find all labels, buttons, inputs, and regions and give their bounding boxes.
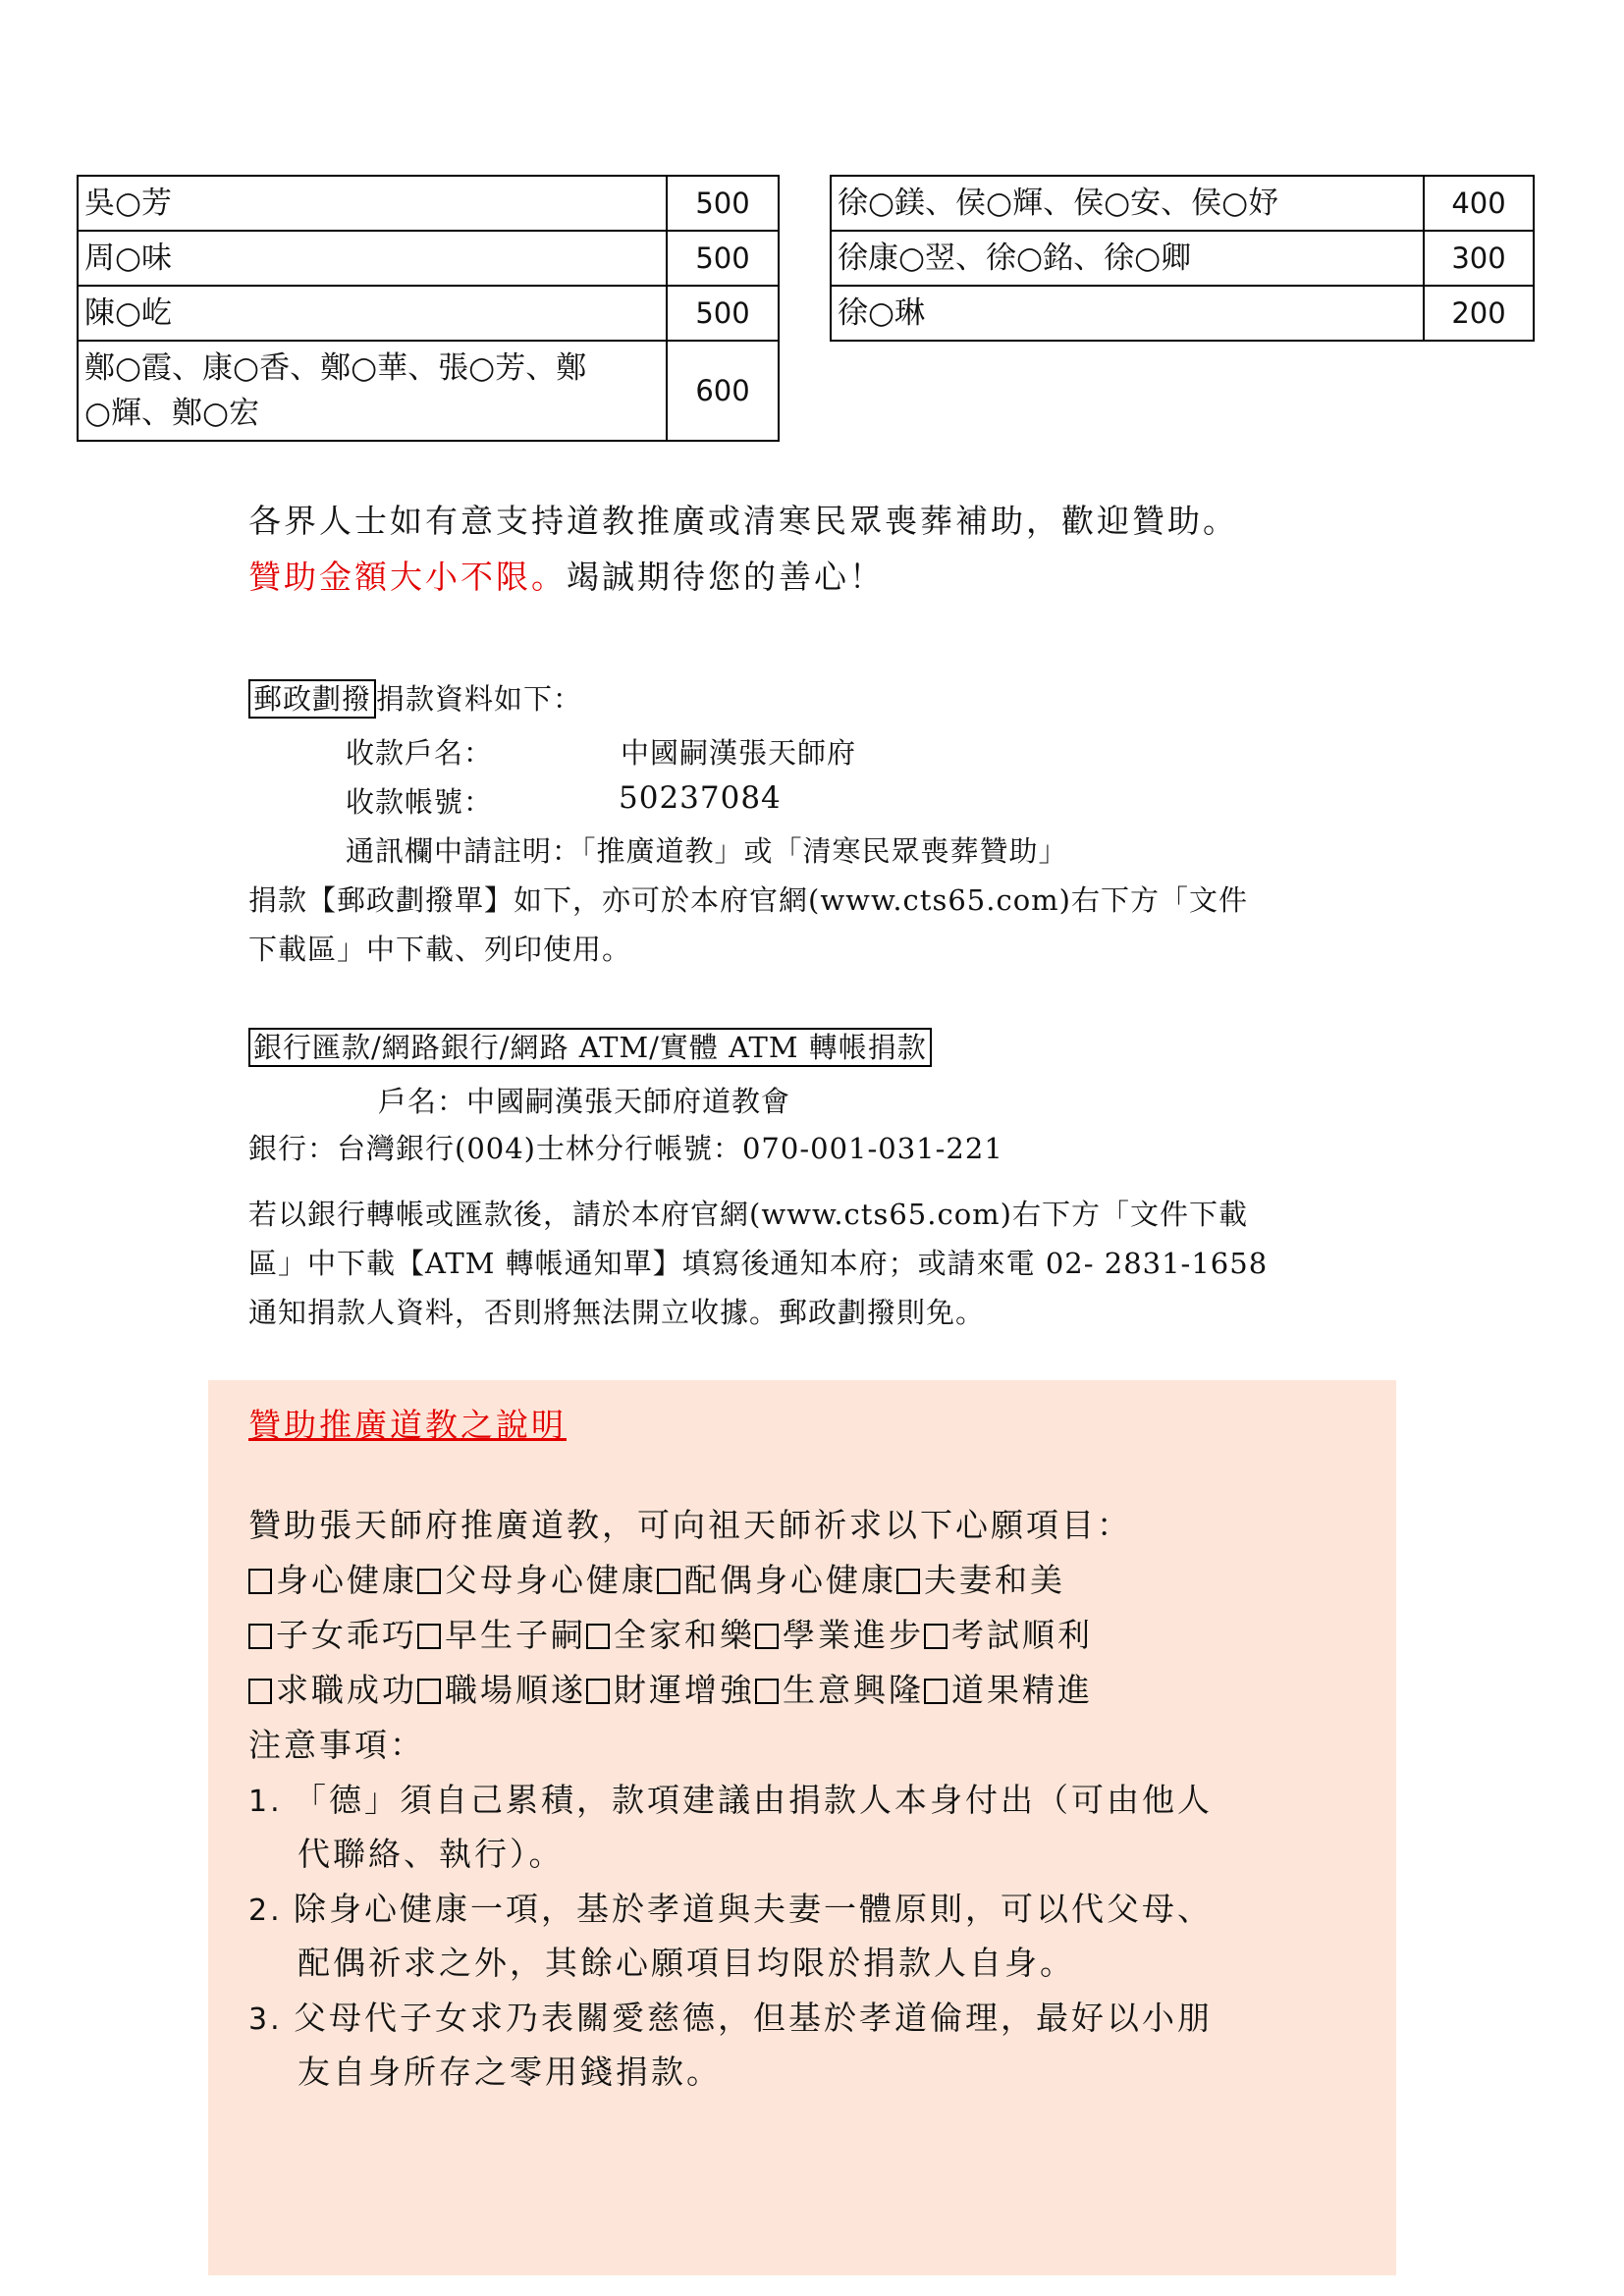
- payee-row: [346, 731, 857, 772]
- note-text: 父母代子女求乃表關愛慈德，但基於孝道倫理，最好以小朋: [294, 1999, 1213, 2037]
- note-item: [248, 1884, 1213, 1930]
- checkbox-icon: [896, 1569, 920, 1594]
- donor-name: 徐康○翌、徐○銘、徐○卿: [831, 231, 1424, 286]
- postal-heading: [248, 677, 582, 718]
- note-text-cont: 代聯絡、執行）。: [298, 1835, 565, 1873]
- wish-item: 求職成功: [276, 1671, 417, 1709]
- donor-amount: 200: [1424, 286, 1534, 341]
- checkbox-icon: [417, 1624, 441, 1649]
- appeal-line: [248, 552, 885, 598]
- note-text: 除身心健康一項，基於孝道與夫妻一體原則，可以代父母、: [294, 1890, 1213, 1928]
- donor-amount: 500: [667, 286, 779, 341]
- checkbox-icon: [924, 1624, 947, 1649]
- donor-table-left: [77, 175, 780, 442]
- checkbox-icon: [924, 1679, 947, 1704]
- donor-amount: 400: [1424, 176, 1534, 231]
- note-text: 「德」須自己累積，款項建議由捐款人本身付出（可由他人: [294, 1781, 1213, 1819]
- donor-amount: 600: [667, 341, 779, 441]
- sponsor-intro: 贊助張天師府推廣道教，可向祖天師祈求以下心願項目：: [248, 1506, 1132, 1544]
- note-number: 1.: [248, 1785, 283, 1819]
- wish-item: 配偶身心健康: [684, 1561, 896, 1599]
- donor-amount: 500: [667, 231, 779, 286]
- checkbox-icon: [586, 1679, 610, 1704]
- wish-item: 學業進步: [783, 1616, 924, 1654]
- bank-heading-box: 銀行匯款/網路銀行/網路 ATM/實體 ATM 轉帳捐款: [248, 1028, 932, 1067]
- checkbox-icon: [248, 1569, 272, 1594]
- bank-heading: [248, 1026, 932, 1066]
- note-item: [248, 1775, 1213, 1821]
- donor-amount: 500: [667, 176, 779, 231]
- table-row: [78, 231, 779, 286]
- donor-name: 吳○芳: [78, 176, 667, 231]
- bank-note-line: 區」中下載【ATM 轉帳通知單】填寫後通知本府；或請來電 02- 2831-1658: [248, 1247, 1269, 1280]
- wish-item: 早生子嗣: [445, 1616, 586, 1654]
- table-row: [78, 341, 779, 441]
- wish-item: 生意興隆: [783, 1671, 924, 1709]
- donor-name-line: 鄭○霞、康○香、鄭○華、張○芳、鄭: [84, 350, 587, 386]
- donor-table-right: [830, 175, 1535, 342]
- sponsor-info-box: [208, 1380, 1396, 2275]
- bank-line: 銀行：台灣銀行(004)士林分行帳號：070-001-031-221: [248, 1132, 1003, 1165]
- table-row: [831, 286, 1534, 341]
- donor-name: [78, 341, 667, 441]
- appeal-highlight: 贊助金額大小不限。: [248, 558, 567, 596]
- memo-value: 「推廣道教」或「清寒民眾喪葬贊助」: [581, 834, 1068, 868]
- checkbox-icon: [248, 1624, 272, 1649]
- postal-heading-suffix: 捐款資料如下：: [376, 682, 583, 716]
- note-text-cont: 友自身所存之零用錢捐款。: [298, 2053, 722, 2091]
- note-text-cont: 配偶祈求之外，其餘心願項目均限於捐款人自身。: [298, 1944, 1075, 1982]
- bank-account-name: 戶名：中國嗣漢張天師府道教會: [378, 1085, 791, 1118]
- wish-item: 身心健康: [276, 1561, 417, 1599]
- account-row: [346, 780, 782, 821]
- checkbox-icon: [248, 1679, 272, 1704]
- checkbox-icon: [755, 1679, 779, 1704]
- account-value: 50237084: [619, 780, 782, 816]
- note-number: 2.: [248, 1894, 283, 1928]
- bank-note-line: 通知捐款人資料，否則將無法開立收據。郵政劃撥則免。: [248, 1296, 986, 1329]
- payee-label: 收款戶名：: [346, 736, 494, 770]
- table-row: [78, 286, 779, 341]
- wish-item: 財運增強: [614, 1671, 755, 1709]
- postal-heading-box: 郵政劃撥: [248, 679, 376, 719]
- note-number: 3.: [248, 2002, 283, 2037]
- sponsor-title: 贊助推廣道教之說明: [248, 1406, 567, 1444]
- donor-name: 徐○鎂、侯○輝、侯○安、侯○妤: [831, 176, 1424, 231]
- bank-note-line: 若以銀行轉帳或匯款後，請於本府官網(www.cts65.com)右下方「文件下載: [248, 1198, 1248, 1231]
- donor-name: 周○味: [78, 231, 667, 286]
- note-item: [248, 1993, 1213, 2039]
- memo-label: 通訊欄中請註明：: [346, 834, 582, 868]
- memo-row: [346, 829, 1068, 870]
- wish-item: 全家和樂: [614, 1616, 755, 1654]
- checkbox-icon: [755, 1624, 779, 1649]
- donor-amount: 300: [1424, 231, 1534, 286]
- wish-row: [248, 1555, 1065, 1601]
- table-row: [831, 176, 1534, 231]
- account-label: 收款帳號：: [346, 785, 494, 819]
- appeal-text: 竭誠期待您的善心！: [567, 558, 885, 596]
- wish-row: [248, 1610, 1093, 1656]
- postal-note-line: 下載區」中下載、列印使用。: [248, 933, 632, 966]
- wish-item: 子女乖巧: [276, 1616, 417, 1654]
- wish-item: 考試順利: [951, 1616, 1093, 1654]
- checkbox-icon: [417, 1569, 441, 1594]
- checkbox-icon: [657, 1569, 680, 1594]
- checkbox-icon: [586, 1624, 610, 1649]
- notes-title: 注意事項：: [248, 1726, 425, 1764]
- donor-name-line: ○輝、鄭○宏: [84, 396, 260, 431]
- wish-item: 夫妻和美: [924, 1561, 1065, 1599]
- wish-item: 職場順遂: [445, 1671, 586, 1709]
- donor-name: 徐○琳: [831, 286, 1424, 341]
- wish-item: 父母身心健康: [445, 1561, 657, 1599]
- donor-name: 陳○屹: [78, 286, 667, 341]
- wish-row: [248, 1665, 1093, 1711]
- appeal-line: 各界人士如有意支持道教推廣或清寒民眾喪葬補助，歡迎贊助。: [248, 502, 1238, 540]
- wish-item: 道果精進: [951, 1671, 1093, 1709]
- checkbox-icon: [417, 1679, 441, 1704]
- table-row: [831, 231, 1534, 286]
- payee-value: 中國嗣漢張天師府: [621, 736, 857, 770]
- postal-note-line: 捐款【郵政劃撥單】如下，亦可於本府官網(www.cts65.com)右下方「文件: [248, 883, 1248, 917]
- table-row: [78, 176, 779, 231]
